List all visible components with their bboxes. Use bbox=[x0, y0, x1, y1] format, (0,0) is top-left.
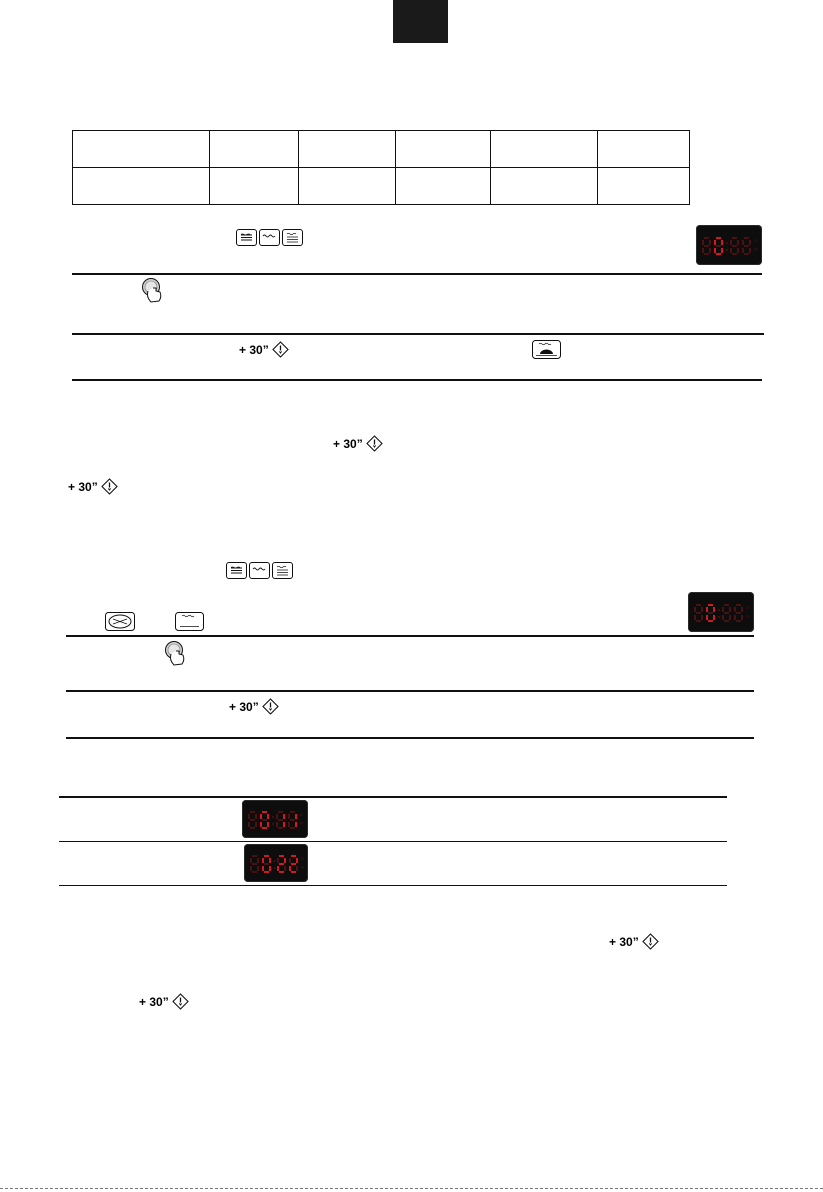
start-label: + 30” bbox=[229, 699, 259, 714]
divider bbox=[72, 333, 764, 335]
start-30s-button[interactable] bbox=[333, 435, 383, 452]
settings-table bbox=[72, 130, 690, 205]
svg-text:G: G bbox=[301, 857, 304, 861]
start-diamond-icon bbox=[172, 993, 189, 1010]
start-diamond-icon bbox=[642, 933, 659, 950]
start-label: + 30” bbox=[239, 342, 269, 357]
table-cell bbox=[598, 168, 690, 205]
grill-icon[interactable] bbox=[236, 229, 257, 246]
start-label: + 30” bbox=[333, 436, 363, 451]
divider bbox=[59, 885, 727, 886]
start-diamond-icon bbox=[101, 478, 118, 495]
section-tab-marker bbox=[393, 0, 448, 43]
table-cell bbox=[73, 168, 210, 205]
oven-heat-icon bbox=[175, 612, 204, 636]
divider bbox=[66, 690, 754, 692]
svg-text:kg: kg bbox=[300, 821, 304, 825]
page-bottom-edge bbox=[0, 1188, 823, 1189]
table-cell bbox=[598, 131, 690, 168]
divider bbox=[72, 379, 762, 381]
grill-icon[interactable] bbox=[226, 562, 247, 579]
start-label: + 30” bbox=[139, 994, 169, 1009]
table-row bbox=[73, 168, 690, 205]
start-diamond-icon bbox=[366, 435, 383, 452]
microwave-wave-icon[interactable] bbox=[259, 229, 280, 246]
start-label: + 30” bbox=[609, 934, 639, 949]
divider bbox=[72, 273, 762, 275]
combi-icon[interactable] bbox=[272, 562, 293, 579]
table-cell bbox=[73, 131, 210, 168]
start-diamond-icon bbox=[272, 341, 289, 358]
start-30s-button[interactable] bbox=[609, 933, 659, 950]
start-30s-button[interactable] bbox=[239, 341, 289, 358]
oven-heat-icon bbox=[532, 340, 561, 364]
lcd-display bbox=[696, 225, 762, 265]
divider bbox=[66, 737, 754, 739]
svg-text:kg: kg bbox=[301, 865, 305, 869]
table-cell bbox=[396, 168, 491, 205]
svg-text:G: G bbox=[746, 606, 749, 610]
start-30s-button[interactable] bbox=[68, 478, 118, 495]
svg-text:kg: kg bbox=[746, 614, 750, 618]
lcd-display bbox=[242, 800, 308, 838]
table-cell bbox=[396, 131, 491, 168]
divider bbox=[59, 841, 727, 842]
mode-button-group bbox=[226, 562, 293, 579]
microwave-wave-icon[interactable] bbox=[249, 562, 270, 579]
divider bbox=[66, 635, 754, 637]
lcd-display bbox=[244, 844, 308, 882]
combi-icon[interactable] bbox=[282, 229, 303, 246]
svg-text:kg: kg bbox=[754, 247, 758, 251]
table-cell bbox=[210, 131, 299, 168]
turntable-icon bbox=[105, 612, 135, 636]
start-30s-button[interactable] bbox=[229, 698, 279, 715]
table-cell bbox=[210, 168, 299, 205]
start-label: + 30” bbox=[68, 479, 98, 494]
svg-text:G: G bbox=[300, 813, 303, 817]
start-diamond-icon bbox=[262, 698, 279, 715]
start-30s-button[interactable] bbox=[139, 993, 189, 1010]
rotary-knob-hand-icon[interactable] bbox=[140, 277, 166, 310]
table-cell bbox=[299, 168, 396, 205]
table-row bbox=[73, 131, 690, 168]
lcd-display bbox=[688, 592, 754, 632]
table-cell bbox=[491, 168, 598, 205]
rotary-knob-hand-icon[interactable] bbox=[163, 640, 189, 673]
svg-text:G: G bbox=[754, 239, 757, 243]
divider bbox=[59, 796, 727, 798]
mode-button-group bbox=[236, 229, 303, 246]
table-cell bbox=[491, 131, 598, 168]
table-cell bbox=[299, 131, 396, 168]
